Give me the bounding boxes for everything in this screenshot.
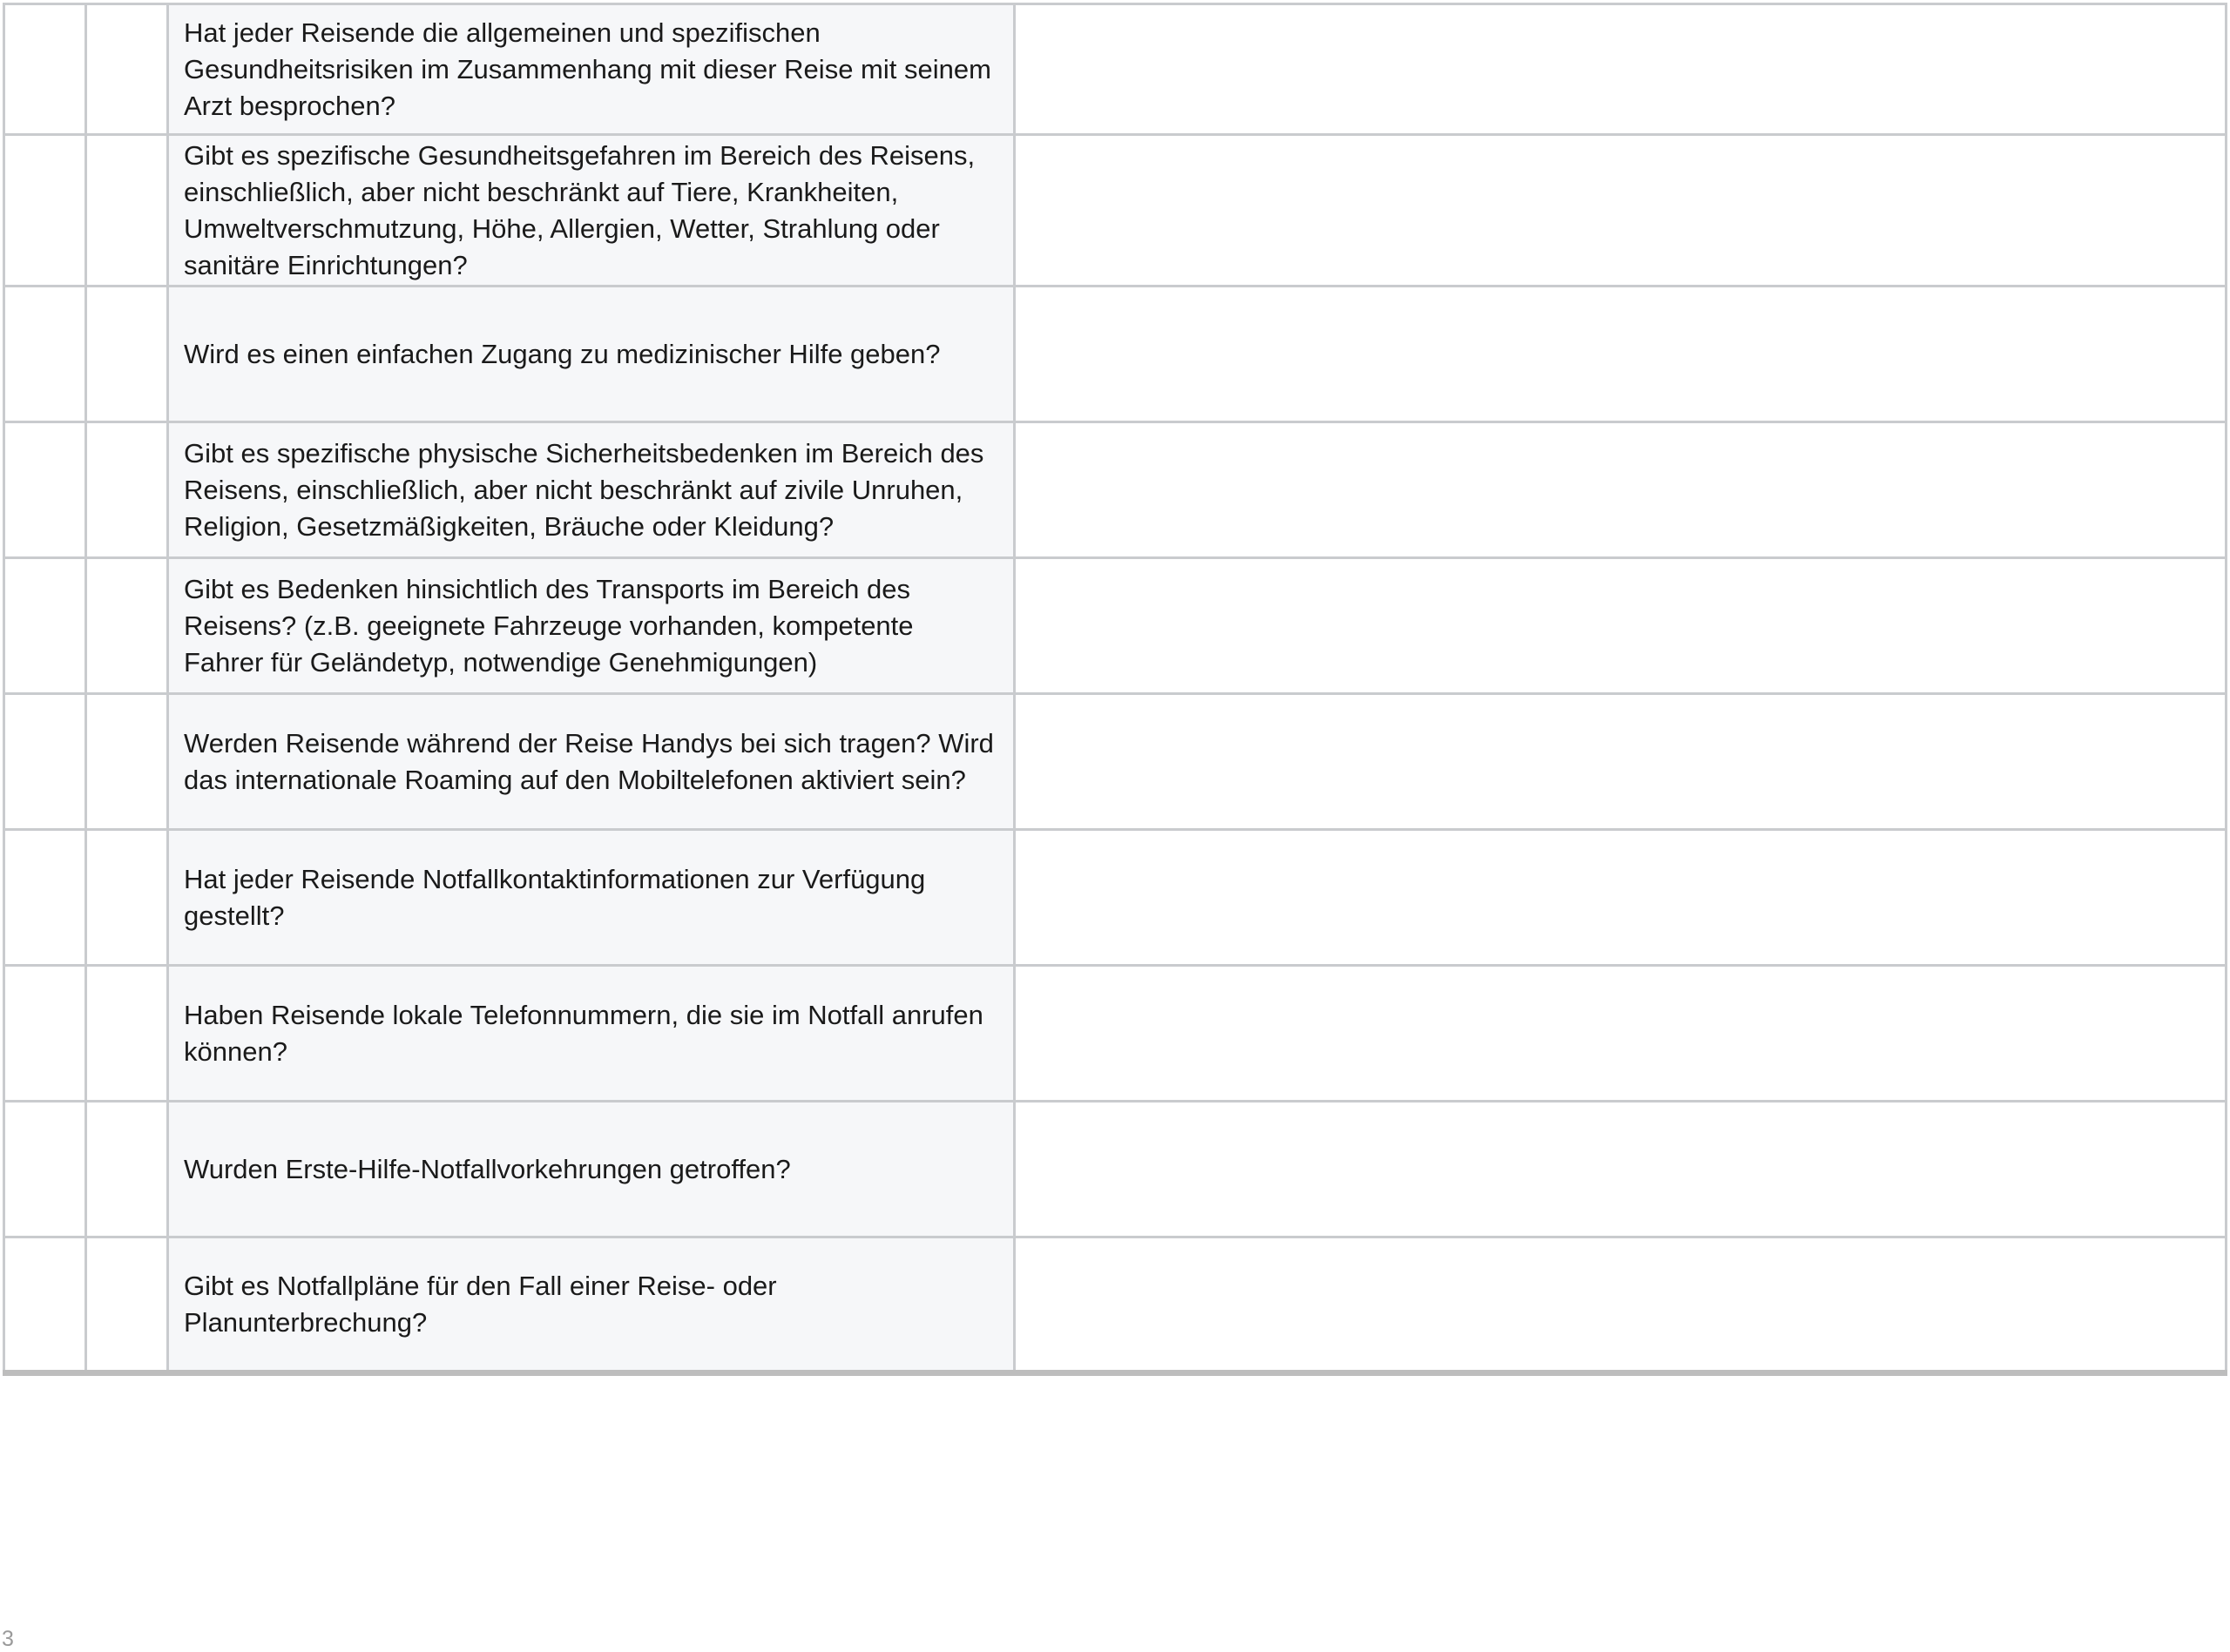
notes-cell[interactable]: [1015, 4, 2227, 135]
table-row: [4, 422, 2227, 558]
question-cell: Hat jeder Reisende Notfallkontaktinformationen zur Verfügung gestellt?: [168, 830, 1015, 966]
checkbox-cell-yes[interactable]: [4, 694, 86, 830]
table-row: [4, 830, 2227, 966]
checkbox-cell-yes[interactable]: [4, 830, 86, 966]
notes-cell[interactable]: [1015, 830, 2227, 966]
notes-cell[interactable]: [1015, 1102, 2227, 1237]
table-row: [4, 4, 2227, 135]
checkbox-cell-yes[interactable]: [4, 1237, 86, 1373]
question-cell: Haben Reisende lokale Telefonnummern, die sie im Notfall anrufen können?: [168, 966, 1015, 1102]
page-number: 3: [2, 1627, 14, 1651]
checkbox-cell-no[interactable]: [86, 287, 168, 422]
notes-cell[interactable]: [1015, 966, 2227, 1102]
checkbox-cell-yes[interactable]: [4, 287, 86, 422]
question-cell: Gibt es Notfallpläne für den Fall einer Reise- oder Planunterbrechung?: [168, 1237, 1015, 1373]
notes-cell[interactable]: [1015, 1237, 2227, 1373]
table-row: [4, 558, 2227, 694]
table-row: [4, 287, 2227, 422]
notes-cell[interactable]: [1015, 694, 2227, 830]
notes-cell[interactable]: [1015, 135, 2227, 287]
checkbox-cell-yes[interactable]: [4, 966, 86, 1102]
table-row: [4, 1102, 2227, 1237]
checkbox-cell-no[interactable]: [86, 966, 168, 1102]
notes-cell[interactable]: [1015, 287, 2227, 422]
checkbox-cell-no[interactable]: [86, 1102, 168, 1237]
checkbox-cell-no[interactable]: [86, 558, 168, 694]
checkbox-cell-no[interactable]: [86, 694, 168, 830]
table-row: [4, 1237, 2227, 1373]
checkbox-cell-no[interactable]: [86, 135, 168, 287]
checkbox-cell-yes[interactable]: [4, 4, 86, 135]
checkbox-cell-yes[interactable]: [4, 135, 86, 287]
table-row: [4, 694, 2227, 830]
question-cell: Gibt es spezifische physische Sicherheitsbedenken im Bereich des Reisens, einschließlich, aber nicht beschränkt auf zivile Unruhen, Religion, Gesetzmäßigkeiten, Bräuche oder Kleidung?: [168, 422, 1015, 558]
checkbox-cell-no[interactable]: [86, 830, 168, 966]
question-cell: Wurden Erste-Hilfe-Notfallvorkehrungen getroffen?: [168, 1102, 1015, 1237]
checkbox-cell-no[interactable]: [86, 422, 168, 558]
question-cell: Wird es einen einfachen Zugang zu medizinischer Hilfe geben?: [168, 287, 1015, 422]
checklist-table: [3, 3, 2227, 1376]
table-row: [4, 135, 2227, 287]
checkbox-cell-no[interactable]: [86, 4, 168, 135]
table-row: [4, 966, 2227, 1102]
question-cell: Gibt es spezifische Gesundheitsgefahren im Bereich des Reisens, einschließlich, aber nicht beschränkt auf Tiere, Krankheiten, Umweltverschmutzung, Höhe, Allergien, Wetter, Strahlung oder sanitäre Einrichtungen?: [168, 135, 1015, 287]
notes-cell[interactable]: [1015, 422, 2227, 558]
question-cell: Hat jeder Reisende die allgemeinen und spezifischen Gesundheitsrisiken im Zusammenhang mit dieser Reise mit seinem Arzt besprochen?: [168, 4, 1015, 135]
notes-cell[interactable]: [1015, 558, 2227, 694]
checkbox-cell-yes[interactable]: [4, 558, 86, 694]
question-cell: Gibt es Bedenken hinsichtlich des Transports im Bereich des Reisens? (z.B. geeignete Fahrzeuge vorhanden, kompetente Fahrer für Geländetyp, notwendige Genehmigungen): [168, 558, 1015, 694]
checkbox-cell-yes[interactable]: [4, 1102, 86, 1237]
checkbox-cell-yes[interactable]: [4, 422, 86, 558]
question-cell: Werden Reisende während der Reise Handys bei sich tragen? Wird das internationale Roaming auf den Mobiltelefonen aktiviert sein?: [168, 694, 1015, 830]
checkbox-cell-no[interactable]: [86, 1237, 168, 1373]
